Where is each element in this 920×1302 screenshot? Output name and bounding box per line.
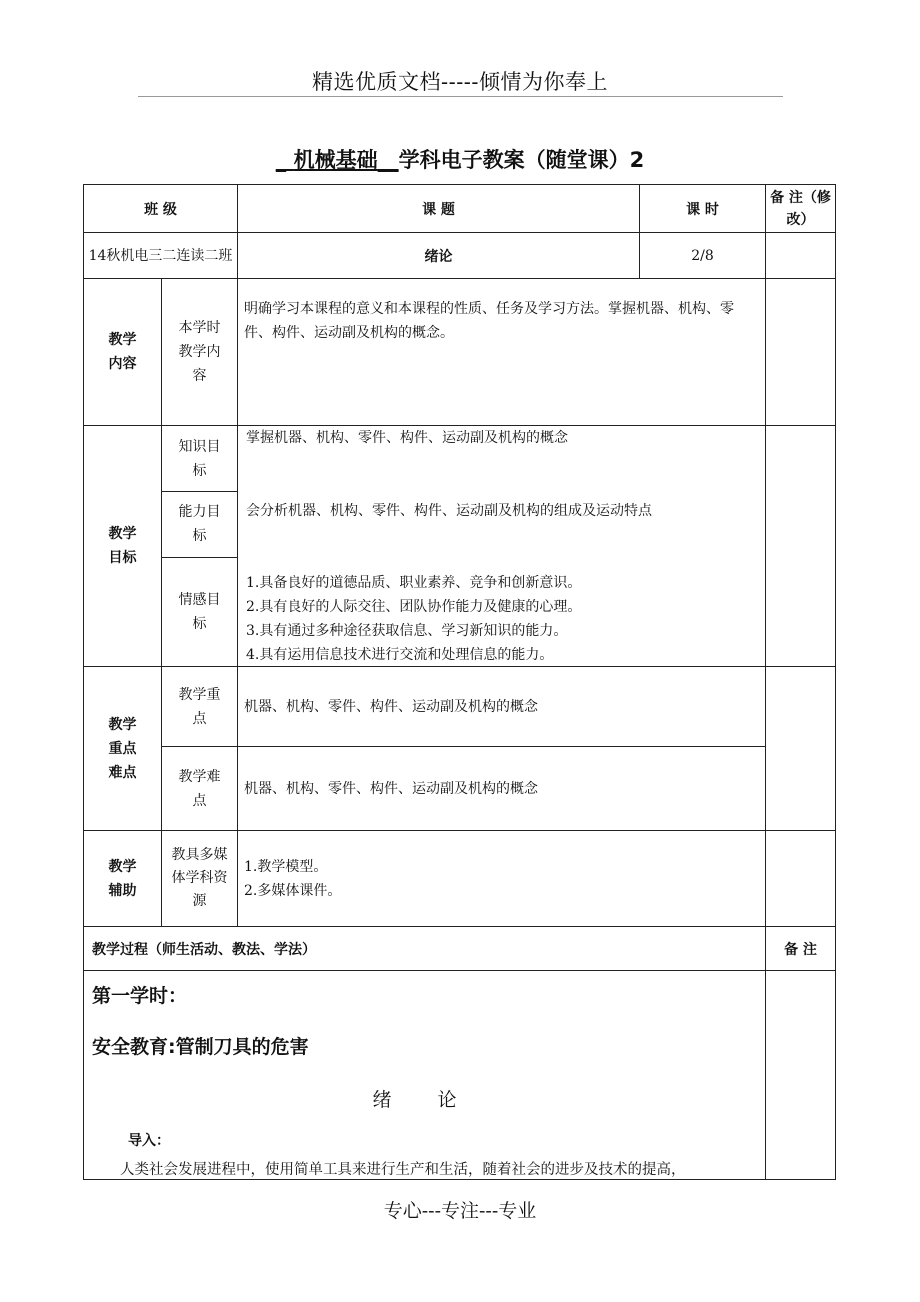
ability-label: 能力目标	[162, 492, 238, 557]
objectives-group-label: 教学目标	[84, 426, 162, 667]
first-period-heading: 第一学时：	[92, 985, 188, 1007]
remarks-cell	[766, 831, 836, 927]
class-value: 14秋机电三二连读二班	[84, 233, 238, 279]
aids-items	[238, 831, 766, 927]
process-body	[84, 971, 766, 1180]
safety-heading: 安全教育:管制刀具的危害	[92, 1036, 309, 1058]
content-text: 明确学习本课程的意义和本课程的性质、任务及学习方法。掌握机器、机构、零件、构件、运动副及机构的概念。	[238, 279, 766, 426]
section-title: 绪 论	[372, 1089, 477, 1111]
lesson-plan-table	[83, 184, 836, 1180]
remarks-header: 备 注（修改）	[766, 185, 836, 233]
title-subject: _ 机械基础__	[275, 148, 399, 172]
table-header-row	[84, 185, 836, 233]
emotion-item: 3.具有通过多种途径获取信息、学习新知识的能力。	[246, 623, 568, 639]
content-row	[84, 279, 836, 426]
aid-item: 2.多媒体课件。	[244, 882, 342, 899]
content-group-label: 教学内容	[84, 279, 162, 426]
difficult-point-row	[84, 747, 836, 831]
topic-header: 课 题	[238, 185, 640, 233]
emotion-label: 情感目标	[162, 557, 238, 666]
content-sub-label: 本学时教学内容	[162, 279, 238, 426]
process-header-row	[84, 927, 836, 971]
emotion-item: 2.具有良好的人际交往、团队协作能力及健康的心理。	[246, 599, 582, 615]
aids-group-label: 教学辅助	[84, 831, 162, 927]
aids-sub-label: 教具多媒体学科资源	[162, 831, 238, 927]
knowledge-label: 知识目标	[162, 426, 238, 492]
keypoints-group-label: 教学重点难点	[84, 667, 162, 831]
remarks-cell	[766, 233, 836, 279]
lesson-title	[0, 144, 920, 174]
page-header: 精选优质文档-----倾情为你奉上	[312, 70, 608, 94]
ability-text: 会分析机器、机构、零件、构件、运动副及机构的组成及运动特点	[246, 503, 652, 519]
hours-header: 课 时	[640, 185, 766, 233]
aid-item: 1.教学模型。	[244, 858, 328, 875]
knowledge-text: 掌握机器、机构、零件、构件、运动副及机构的概念	[246, 430, 568, 446]
header-divider	[138, 96, 783, 97]
remarks-cell	[766, 279, 836, 426]
emotion-item: 4.具有运用信息技术进行交流和处理信息的能力。	[246, 647, 554, 663]
hours-value: 2/8	[640, 233, 766, 279]
difficult-label: 教学难点	[162, 747, 238, 831]
key-point-row	[84, 667, 836, 747]
difficult-text: 机器、机构、零件、构件、运动副及机构的概念	[238, 747, 766, 831]
intro-label: 导入：	[128, 1133, 170, 1149]
remarks-cell	[766, 971, 836, 1180]
aids-row	[84, 831, 836, 927]
page-footer: 专心---专注---专业	[383, 1200, 537, 1222]
key-label: 教学重点	[162, 667, 238, 747]
key-text: 机器、机构、零件、构件、运动副及机构的概念	[238, 667, 766, 747]
remarks-cell	[766, 426, 836, 667]
process-body-row	[84, 971, 836, 1180]
remarks-cell	[766, 667, 836, 831]
class-header: 班 级	[84, 185, 238, 233]
objectives-text-cell	[238, 426, 766, 667]
objective-knowledge-row	[84, 426, 836, 492]
topic-value: 绪论	[238, 233, 640, 279]
process-remarks-header: 备 注	[766, 927, 836, 971]
intro-paragraph: 人类社会发展进程中，使用简单工具来进行生产和生活，随着社会的进步及技术的提高，	[120, 1162, 686, 1178]
process-heading: 教学过程（师生活动、教法、学法）	[84, 927, 766, 971]
emotion-item: 1.具备良好的道德品质、职业素养、竞争和创新意识。	[246, 575, 582, 591]
lesson-info-row	[84, 233, 836, 279]
title-rest: 学科电子教案（随堂课）2	[398, 148, 645, 172]
